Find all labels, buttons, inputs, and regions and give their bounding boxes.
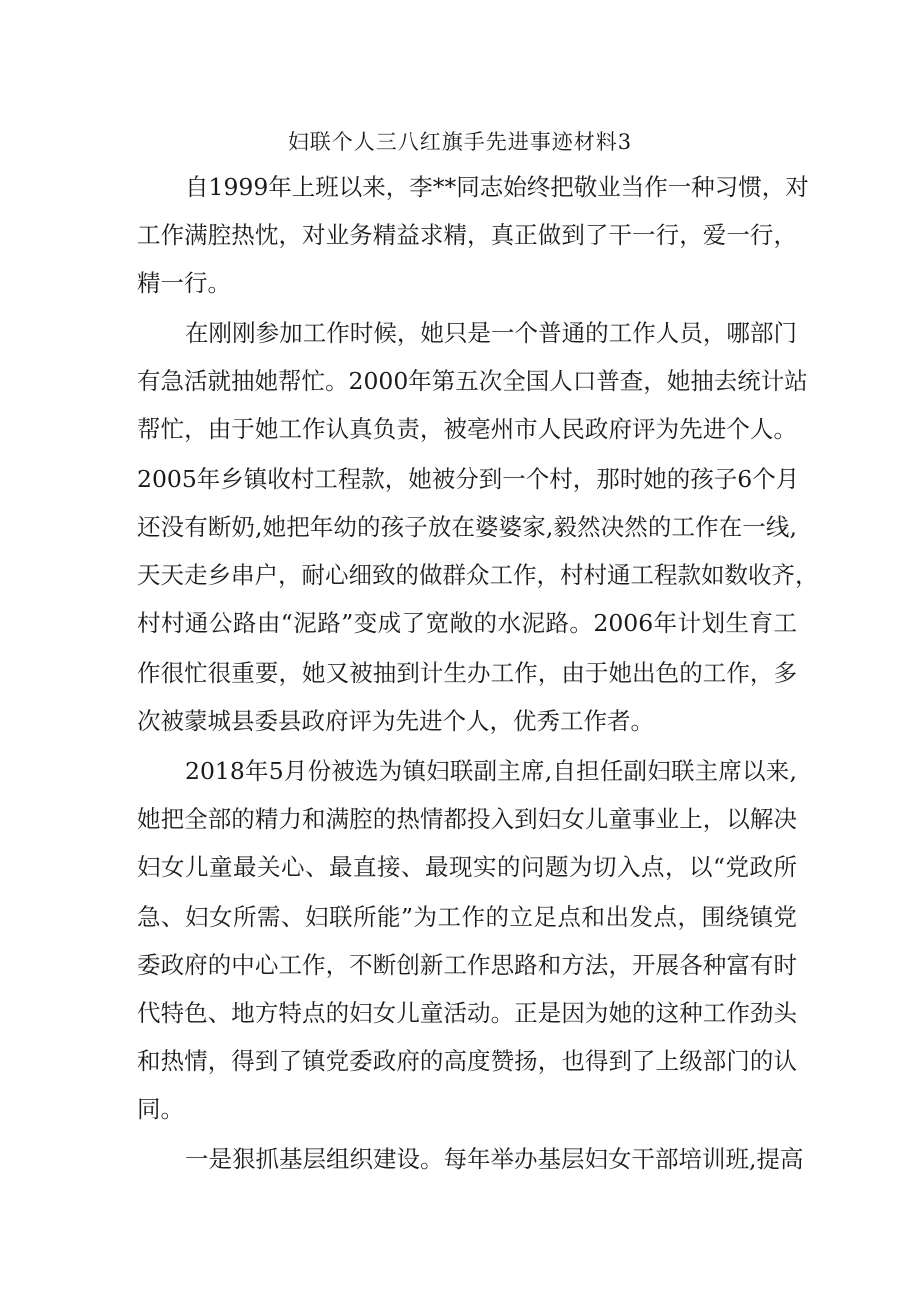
paragraph-2-line-9: 次被蒙城县委县政府评为先进个人，优秀工作者。: [137, 707, 654, 735]
paragraph-2-line-1: 在刚刚参加工作时候，她只是一个普通的工作人员，哪部门: [185, 319, 797, 347]
paragraph-1-line-1: 自1999年上班以来，李**同志始终把敬业当作一种习惯，对: [185, 173, 809, 201]
paragraph-2-line-7: 村村通公路由“泥路”变成了宽敞的水泥路。2006年计划生育工: [137, 609, 797, 637]
paragraph-1-line-3: 精一行。: [137, 269, 231, 297]
paragraph-2-line-2: 有急活就抽她帮忙。2000年第五次全国人口普查，她抽去统计站: [137, 367, 808, 395]
paragraph-2-line-3: 帮忙，由于她工作认真负责，被亳州市人民政府评为先进个人。: [137, 415, 797, 443]
paragraph-2-line-8: 作很忙很重要，她又被抽到计生办工作，由于她出色的工作，多: [137, 659, 797, 687]
paragraph-2-line-5: 还没有断奶,她把年幼的孩子放在婆婆家,毅然决然的工作在一线,: [137, 513, 797, 541]
paragraph-4-line-1: 一是狠抓基层组织建设。每年举办基层妇女干部培训班,提高: [185, 1145, 804, 1173]
paragraph-3-line-7: 和热情，得到了镇党委政府的高度赞扬，也得到了上级部门的认: [137, 1047, 797, 1075]
paragraph-3-line-6: 代特色、地方特点的妇女儿童活动。正是因为她的这种工作劲头: [137, 999, 797, 1027]
paragraph-2-line-4: 2005年乡镇收村工程款，她被分到一个村，那时她的孩子6个月: [137, 465, 800, 493]
paragraph-3-line-2: 她把全部的精力和满腔的热情都投入到妇女儿童事业上，以解决: [137, 805, 797, 833]
paragraph-3-line-5: 委政府的中心工作，不断创新工作思路和方法，开展各种富有时: [137, 951, 797, 979]
paragraph-2-line-6: 天天走乡串户，耐心细致的做群众工作，村村通工程款如数收齐，: [137, 561, 819, 589]
paragraph-3-line-3: 妇女儿童最关心、最直接、最现实的问题为切入点，以“党政所: [137, 853, 797, 881]
paragraph-3-line-1: 2018年5月份被选为镇妇联副主席,自担任副妇联主席以来,: [185, 757, 797, 785]
paragraph-3-line-8: 同。: [137, 1095, 184, 1123]
paragraph-3-line-4: 急、妇女所需、妇联所能”为工作的立足点和出发点，围绕镇党: [137, 903, 797, 931]
document-title: 妇联个人三八红旗手先进事迹材料3: [287, 130, 633, 154]
paragraph-1-line-2: 工作满腔热忱，对业务精益求精，真正做到了干一行，爱一行，: [137, 221, 797, 249]
